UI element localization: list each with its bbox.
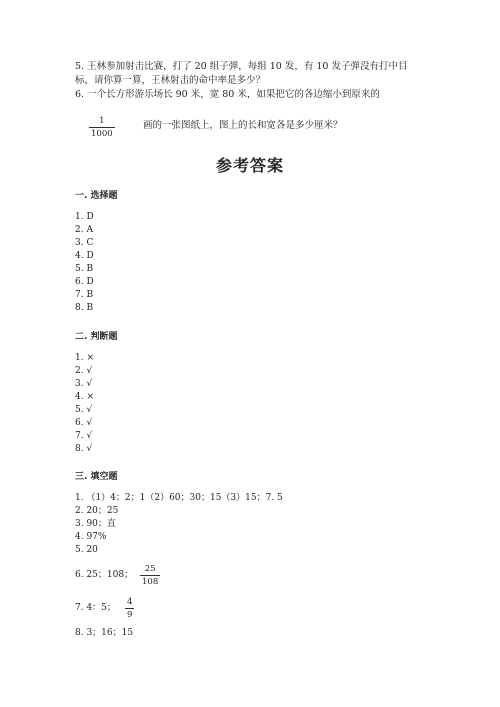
judge-answer-5: 5. √ <box>75 405 93 415</box>
question-6-line-2: 画的一张图纸上，图上的长和宽各是多少厘米？ <box>143 120 343 131</box>
fraction-bar <box>89 127 115 128</box>
choice-answer-8: 8. B <box>75 303 94 313</box>
fill-answer-6: 6. 25；108； <box>75 570 134 580</box>
judge-answer-4: 4. × <box>75 392 94 402</box>
question-6-fraction <box>89 116 115 139</box>
choice-answer-4: 4. D <box>75 251 94 261</box>
judge-answer-8: 8. √ <box>75 444 93 454</box>
fill-answer-7-fraction <box>125 597 134 620</box>
judge-answer-2: 2. √ <box>75 366 93 376</box>
fraction-numerator: 1 <box>99 116 105 126</box>
answers-title: 参考答案 <box>215 156 284 175</box>
fill-answer-5: 5. 20 <box>75 545 98 555</box>
choice-answer-6: 6. D <box>75 277 94 287</box>
judge-answer-1: 1. × <box>75 353 94 363</box>
question-5-line-1: 5. 王林参加射击比赛，打了 20 组子弹，每组 10 发，有 10 发子弹没有打中目 <box>75 61 408 72</box>
section-fill-heading: 三. 填空题 <box>75 472 118 482</box>
fill-answer-8: 8. 3；16；15 <box>75 628 134 638</box>
section-choice-heading: 一. 选择题 <box>75 191 118 201</box>
question-5-line-2: 标，请你算一算，王林射击的命中率是多少？ <box>75 75 266 86</box>
judge-answer-3: 3. √ <box>75 379 93 389</box>
fill-answer-1: 1. （1）4；2；1（2）60；30；15（3）15；7. 5 <box>75 493 283 503</box>
choice-answer-7: 7. B <box>75 290 94 300</box>
fraction-bar <box>125 608 134 609</box>
choice-answer-3: 3. C <box>75 238 94 248</box>
fill-answer-2: 2. 20；25 <box>75 506 119 516</box>
fill-answer-3: 3. 90；直 <box>75 519 116 529</box>
question-6-line-1: 6. 一个长方形游乐场长 90 米，宽 80 米，如果把它的各边缩小到原来的 <box>75 89 380 100</box>
fraction-numerator: 4 <box>127 597 133 607</box>
choice-answer-2: 2. A <box>75 225 93 235</box>
choice-answer-1: 1. D <box>75 212 94 222</box>
fill-answer-7: 7. 4：5； <box>75 603 116 613</box>
fraction-denominator: 9 <box>127 610 133 620</box>
fraction-denominator: 108 <box>142 577 159 587</box>
judge-answer-6: 6. √ <box>75 418 93 428</box>
section-judge-heading: 二. 判断题 <box>75 332 118 342</box>
fraction-numerator: 25 <box>144 564 156 574</box>
fill-answer-4: 4. 97% <box>75 532 107 542</box>
fill-answer-6-fraction <box>140 564 160 587</box>
judge-answer-7: 7. √ <box>75 431 93 441</box>
fraction-denominator: 1000 <box>91 129 113 139</box>
fraction-bar <box>140 575 160 576</box>
choice-answer-5: 5. B <box>75 264 94 274</box>
